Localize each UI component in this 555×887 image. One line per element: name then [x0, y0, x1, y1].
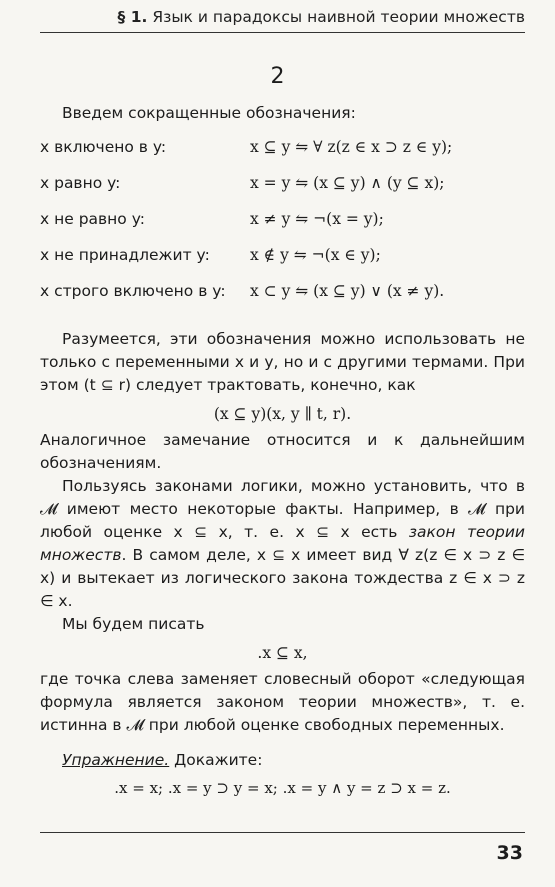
definition-row	[40, 246, 525, 282]
display-formula-law: .x ⊆ x,	[257, 644, 308, 662]
paragraph-dot-meaning: где точка слева заменяет словесный оборот «следующая формула является законом теории множеств», т. е. истинна в 𝓜 при любой оценке свободных переменных.	[40, 670, 525, 734]
definition-name: x строго включено в y:	[40, 282, 226, 300]
exercise-heading	[40, 751, 525, 769]
section-title: Язык и парадоксы наивной теории множеств	[152, 8, 525, 26]
paragraph-law-part2: . В самом деле, x ⊆ x имеет вид ∀ z(z ∈ x ⊃ z ∈ x) и вытекает из логического закона тождества z ∈ x ⊃ z ∈ x.	[40, 546, 525, 610]
definition-row	[40, 174, 525, 210]
page-body	[40, 104, 525, 797]
definition-row	[40, 282, 525, 318]
emphasis-law-term: закон теории множеств	[40, 523, 525, 564]
definition-row	[40, 138, 525, 174]
footer-rule	[40, 832, 525, 833]
chapter-number: 2	[270, 64, 285, 89]
definition-name: x не принадлежит y:	[40, 246, 210, 264]
paragraph-terms: Разумеется, эти обозначения можно использовать не только с переменными x и y, но и с другими термами. При этом (t ⊆ r) следует трактовать, конечно, как	[40, 330, 525, 394]
intro-text: Введем сокращенные обозначения:	[62, 104, 356, 122]
definition-name: x равно y:	[40, 174, 121, 192]
page-number: 33	[496, 842, 523, 864]
definition-formula: x ⊂ y ⇋ (x ⊆ y) ∨ (x ≠ y).	[250, 282, 445, 300]
definition-formula: x ∉ y ⇋ ¬(x ∈ y);	[250, 246, 381, 264]
definitions-list	[40, 138, 525, 318]
exercise-label: Упражнение.	[62, 751, 170, 769]
header-rule	[40, 32, 525, 33]
definition-name: x не равно y:	[40, 210, 145, 228]
definition-name: x включено в y:	[40, 138, 167, 156]
definition-formula: x = y ⇋ (x ⊆ y) ∧ (y ⊆ x);	[250, 174, 445, 192]
running-header	[40, 8, 525, 26]
paragraph-notation: Мы будем писать	[62, 615, 205, 633]
paragraph-law-part1: Пользуясь законами логики, можно установить, что в 𝓜 имеют место некоторые факты. Например, в 𝓜 при любой оценке x ⊆ x, т. е. x ⊆ x есть	[40, 477, 525, 541]
exercise-formulas: .x = x; .x = y ⊃ y = x; .x = y ∧ y = z ⊃ x = z.	[114, 779, 451, 797]
definition-row	[40, 210, 525, 246]
paragraph-remark: Аналогичное замечание относится и к дальнейшим обозначениям.	[40, 431, 525, 472]
section-number: § 1.	[117, 8, 148, 26]
exercise-block	[40, 751, 525, 797]
display-formula-substitution: (x ⊆ y)(x, y ∥ t, r).	[213, 405, 352, 423]
definition-formula: x ⊆ y ⇋ ∀ z(z ∈ x ⊃ z ∈ y);	[250, 138, 453, 156]
exercise-text: Докажите:	[169, 751, 263, 769]
definition-formula: x ≠ y ⇋ ¬(x = y);	[250, 210, 384, 228]
paragraph-law	[40, 475, 525, 613]
